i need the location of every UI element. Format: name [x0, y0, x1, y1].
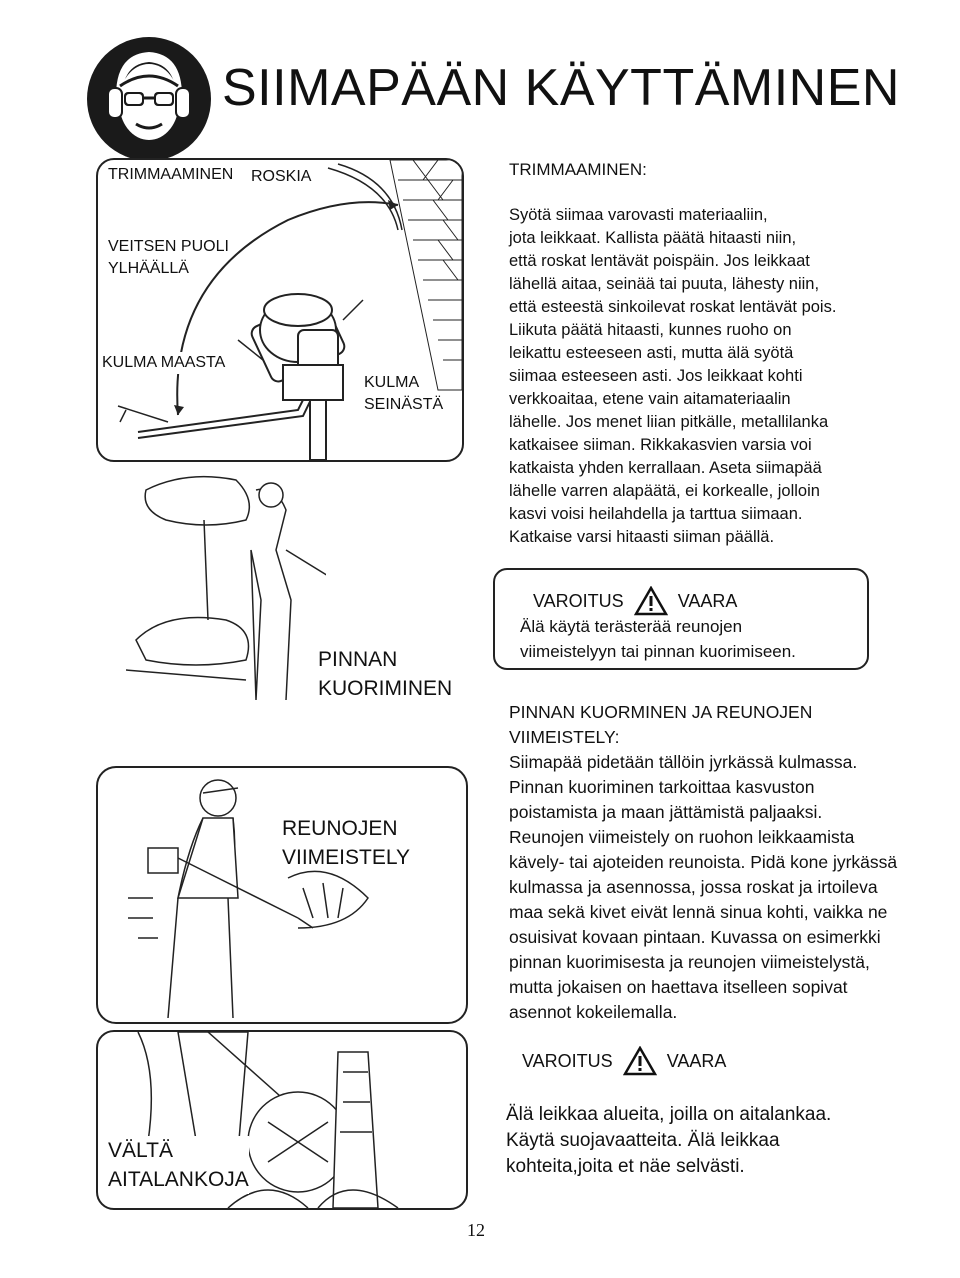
warning-box-blade	[493, 568, 869, 670]
scalping-heading: PINNAN KUORMINEN JA REUNOJEN VIIMEISTELY:	[509, 702, 813, 747]
trimming-figure	[96, 158, 464, 462]
warning2-body: Älä leikkaa alueita, joilla on aitalankaa. Käytä suojavaatteita. Älä leikkaa kohteita,joita et näe selvästi.	[506, 1104, 832, 1177]
fence-figure	[96, 1030, 468, 1210]
warning2-right-label: VAARA	[666, 1050, 727, 1071]
label-debris: ROSKIA	[251, 168, 312, 185]
trimming-body: Syötä siimaa varovasti materiaaliin, jota leikkaat. Kallista päätä hitaasti niin, että roskat lentävät poispäin. Jos leikkaat lähellä aitaa, seinää tai puuta, lähesty niin, että esteestä sinkoilevat roskat lentävät pois. Liikuta päätä hitaasti, kunnes ruoho on leikattu esteeseen asti, mutta älä syötä siimaa esteeseen asti. Jos leikkaat kohti verkkoaitaa, etene vain aitamateriaalin lähelle. Jos menet liian pitkälle, metallilanka katkaisee siiman. Rikkakasvien varsia voi katkaista yhden kerrallaan. Aseta siimapää lähelle varren alapäätä, ei korkealle, jolloin kasvi voisi heilahdella ja tarttua siimaan. Katkaise varsi hitaasti siiman päällä.	[509, 206, 837, 546]
label-scalping: PINNAN KUORIMINEN	[318, 648, 453, 700]
label-edging: REUNOJEN VIIMEISTELY	[282, 817, 410, 869]
page-title: SIIMAPÄÄN KÄYTTÄMINEN	[222, 59, 900, 117]
scalping-illustration	[126, 470, 326, 720]
warning-right-label: VAARA	[677, 590, 738, 611]
warning1-body: Älä käytä terästerää reunojen viimeistelyyn tai pinnan kuorimiseen.	[520, 617, 796, 661]
warning-header-fence	[522, 1046, 726, 1076]
label-wall-angle: KULMA SEINÄSTÄ	[364, 374, 444, 413]
edging-illustration	[98, 768, 466, 1022]
warning-triangle-icon	[623, 1046, 657, 1076]
warning2-left-label: VAROITUS	[522, 1050, 613, 1071]
label-avoid-fence: VÄLTÄ AITALANKOJA	[108, 1136, 249, 1194]
page-number: 12	[467, 1220, 485, 1240]
scalping-body: Siimapää pidetään tällöin jyrkässä kulmassa. Pinnan kuoriminen tarkoittaa kasvuston poistamista ja maan jättämistä paljaaksi. Reunojen viimeistely on ruohon leikkaamista kävely- tai ajoteiden reunoista. Pidä kone jyrkässä kulmassa ja asennossa, jossa roskat ja irtoileva maa sekä kivet eivät lennä sinua kohti, vaikka ne osuisivat kovaan pintaan. Kuvassa on esimerkki pinnan kuorimisesta ja reunojen viimeistelystä, mutta jokaisen on haettava itselleen sopivat asennot kokeilemalla.	[509, 752, 898, 1022]
label-ground-angle: KULMA MAASTA	[102, 352, 225, 374]
label-trim: TRIMMAAMINEN	[108, 166, 234, 183]
edging-figure	[96, 766, 468, 1024]
ear-and-eye-protection-icon	[86, 36, 212, 162]
warning-left-label: VAROITUS	[533, 590, 624, 611]
warning-triangle-icon	[634, 586, 668, 616]
label-blade-up: VEITSEN PUOLI YLHÄÄLLÄ	[108, 238, 229, 277]
trimming-heading: TRIMMAAMINEN:	[509, 160, 647, 179]
